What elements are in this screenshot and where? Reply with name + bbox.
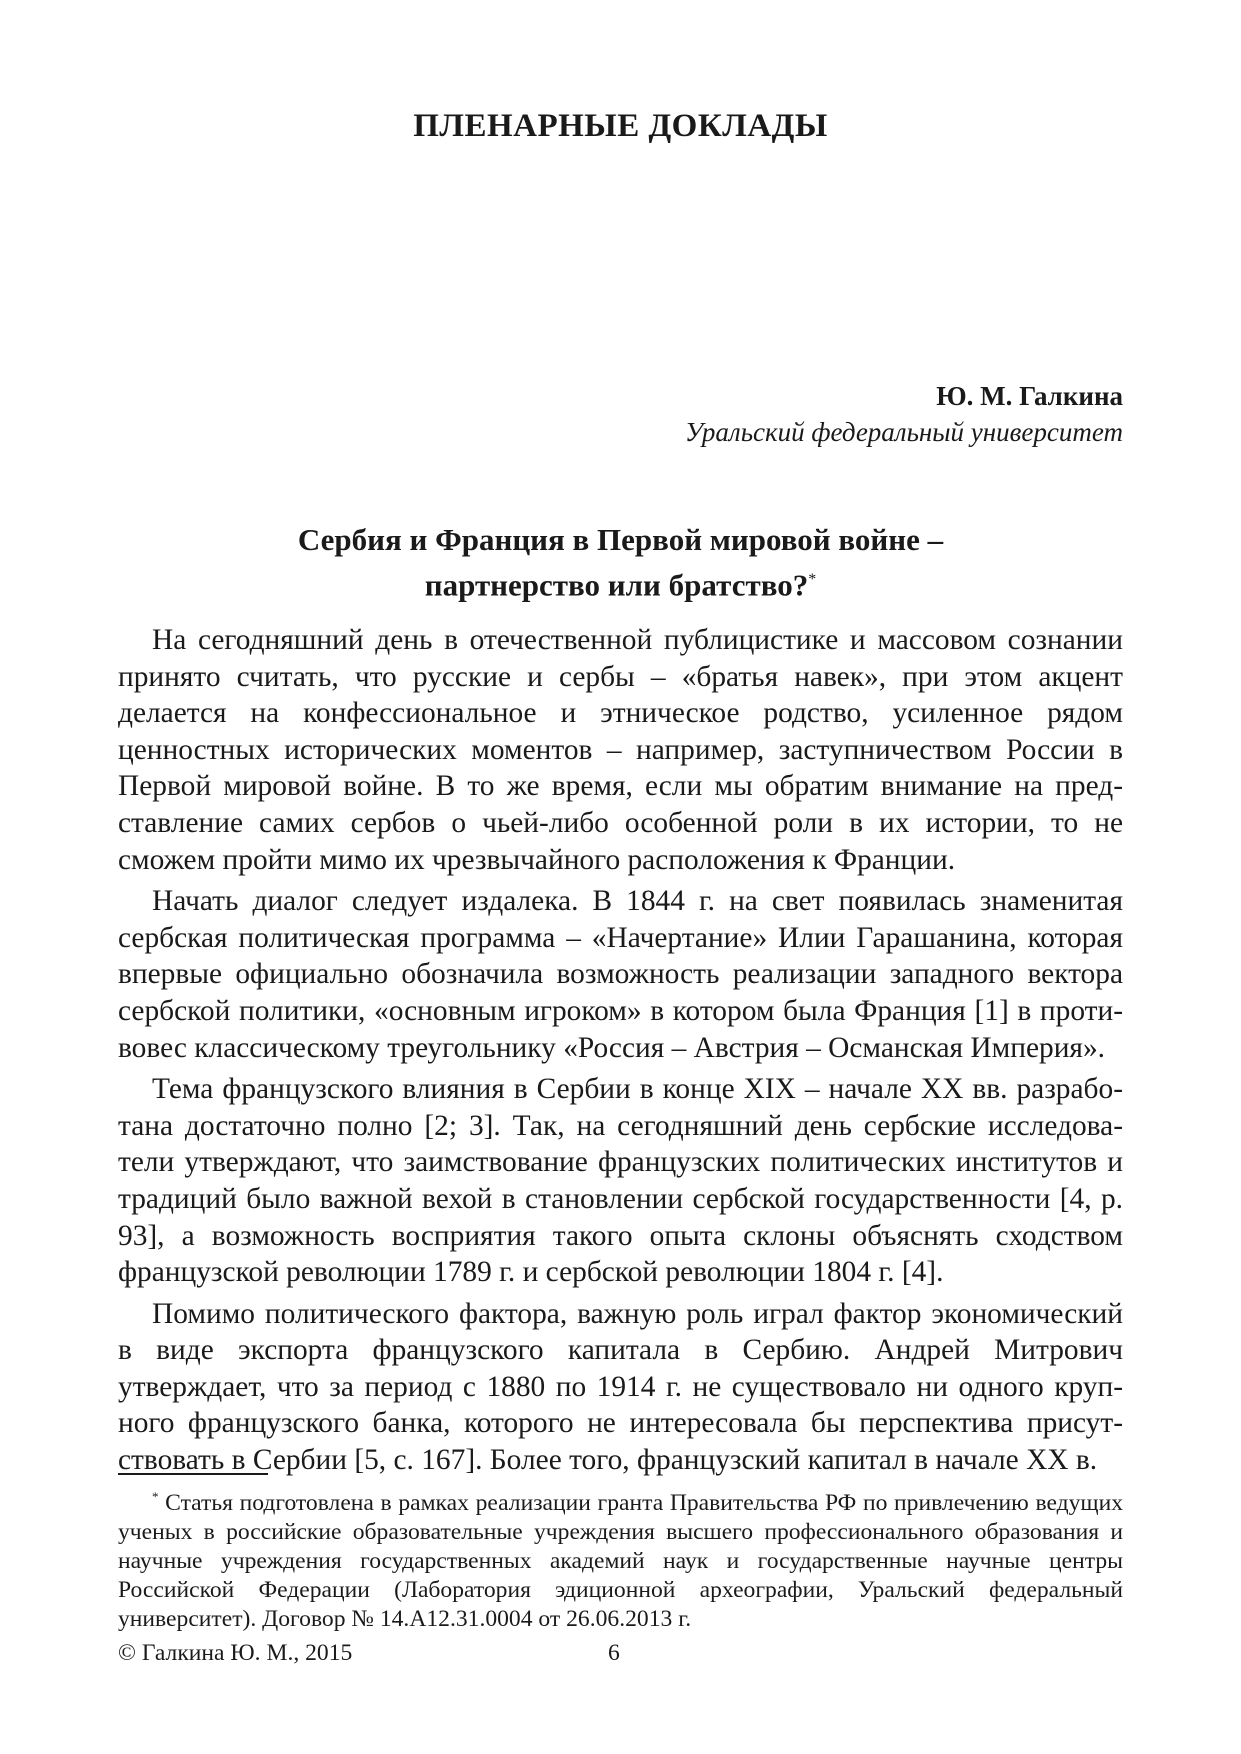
- footnote-paragraph: [118, 1482, 1123, 1634]
- paragraph-1: На сегодняшний день в отечественной публицистике и массовом сознании принято считать, что русские и сербы – «братья навек», при этом акцент делается на конфессиональное и этническое родство, усиленное рядом ценностных исторических моментов – например, заступничеством России в Первой мировой войне. В то же время, если мы обратим внимание на представление самих сербов о чьей-либо особенной роли в их истории, то не сможем пройти мимо их чрезвычайного расположения к Франции.: [118, 624, 1123, 876]
- author-name: Ю. М. Галкина: [936, 381, 1123, 411]
- article-title-line-2: [118, 560, 1123, 605]
- copyright-notice: © Галкина Ю. М., 2015: [118, 1640, 353, 1666]
- article-title: [118, 520, 1123, 605]
- footnote-mark: *: [152, 1489, 159, 1504]
- page-number: 6: [608, 1640, 620, 1666]
- footnote-divider: [118, 1473, 268, 1475]
- paragraph-2: Начать диалог следует издалека. В 1844 г. на свет появилась знаменитая сербская политическая программа – «Начертание» Илии Гарашанина, которая впервые официально обозначила возможность реализации западного вектора сербской политики, «основным игроком» в котором была Франция [1] в противовес классическому треугольнику «Россия – Австрия – Османская Империя».: [118, 885, 1123, 1064]
- article-title-line-2-text: партнерство или братство?: [424, 567, 809, 603]
- article-body: [118, 622, 1123, 1484]
- section-heading: ПЛЕНАРНЫЕ ДОКЛАДЫ: [413, 108, 828, 144]
- footnote: [118, 1482, 1123, 1634]
- document-page: [118, 0, 1123, 1754]
- title-footnote-mark[interactable]: *: [808, 571, 817, 588]
- article-title-line-1: Сербия и Франция в Первой мировой войне –: [297, 522, 944, 557]
- footnote-text: Статья подготовлена в рамках реализации гранта Правительства РФ по привлечению ведущих ученых в российские образовательные учреждения высшего профессионального образования и научные учреждения государственных академий наук и государственные научные центры Российской Федерации (Лаборатория эдиционной археографии, Уральский федеральный университет). Договор № 14.A12.31.0004 от 26.06.2013 г.: [118, 1489, 1123, 1632]
- author-affiliation: Уральский федеральный университет: [684, 417, 1123, 447]
- author-block: [685, 378, 1123, 450]
- paragraph-4: Помимо политического фактора, важную роль играл фактор экономический в виде экспорта французского капитала в Сербию. Андрей Митрович утверждает, что за период с 1880 по 1914 г. не существовало ни одного крупного французского банка, которого не интересовала бы перспектива присутствовать в Сербии [5, с. 167]. Более того, французский капитал в начале XX в.: [118, 1297, 1123, 1477]
- paragraph-3: Тема французского влияния в Сербии в конце XIX – начале XX вв. разработана достаточно полно [2; 3]. Так, на сегодняшний день сербские исследователи утверждают, что заимствование французских политических институтов и традиций было важной вехой в становлении сербской государственности [4, p. 93], а возможность восприятия такого опыта склоны объяснять сходством французской революции 1789 г. и сербской революции 1804 г. [4].: [118, 1073, 1123, 1289]
